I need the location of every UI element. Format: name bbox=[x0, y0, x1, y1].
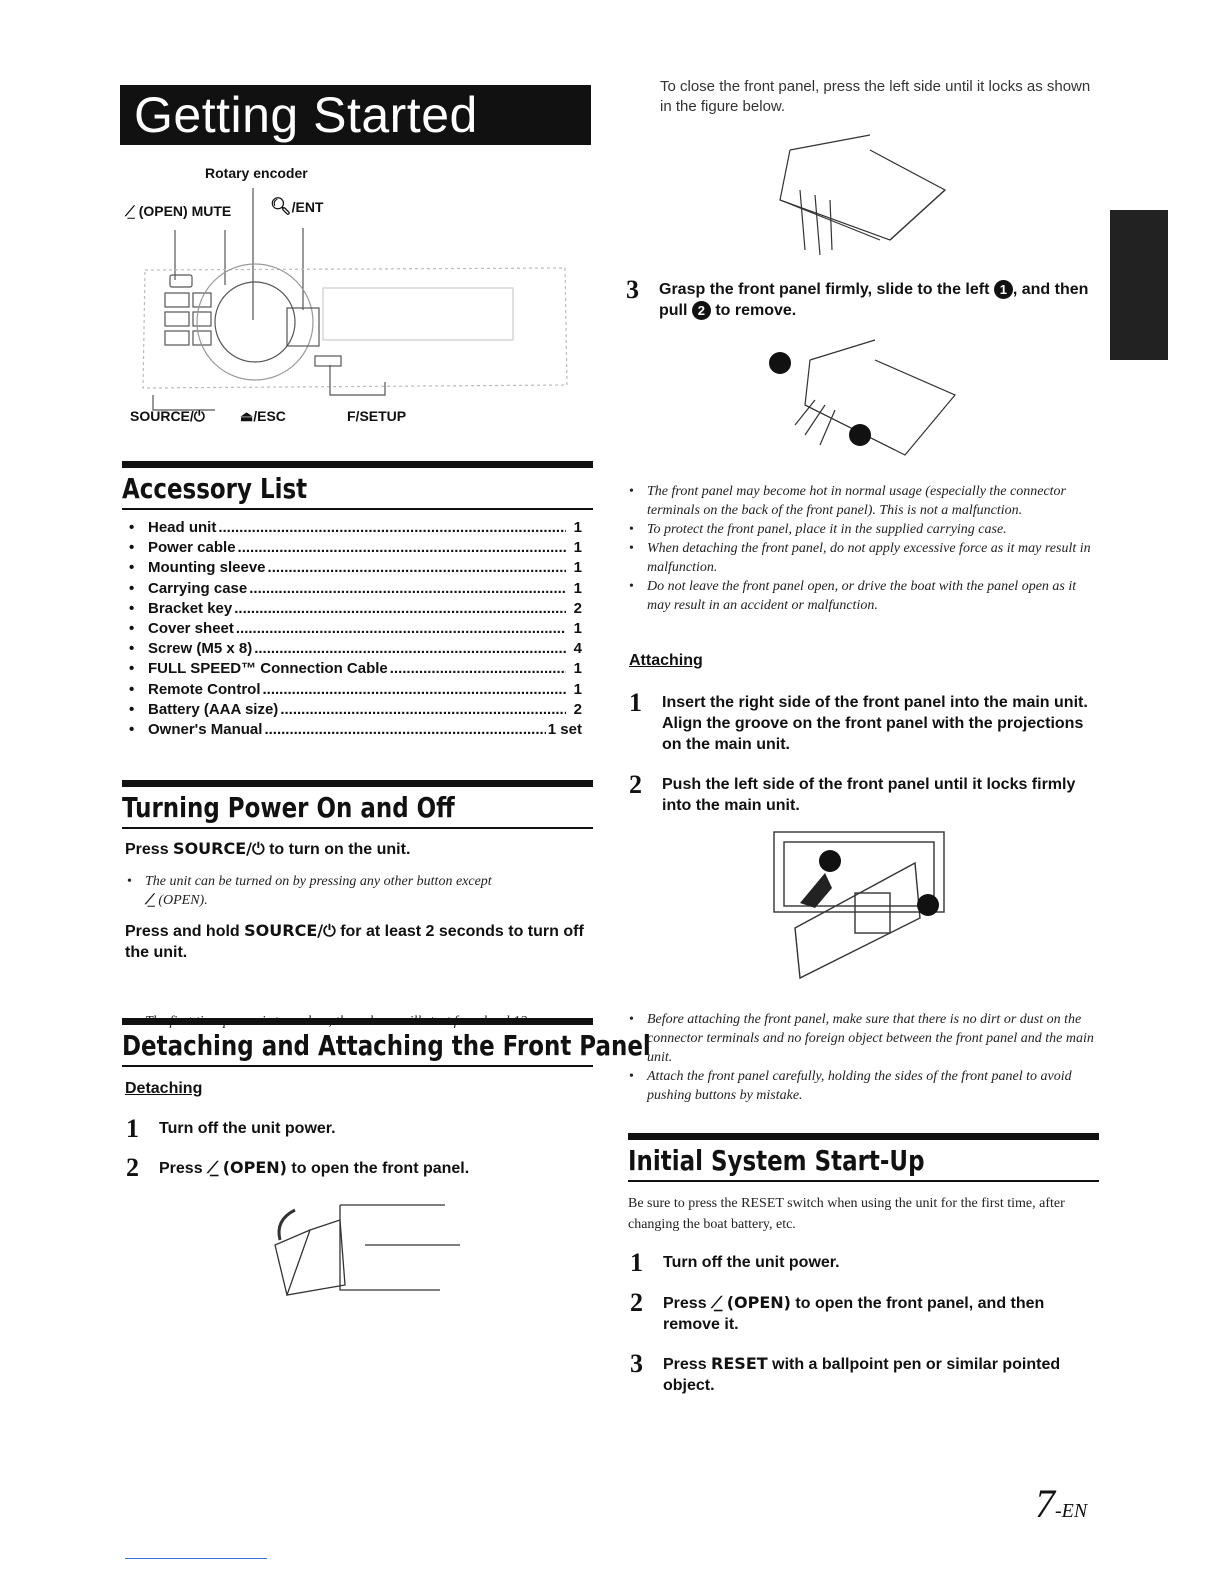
list-item: • Owner's Manual ..... 1 set bbox=[122, 720, 582, 740]
accessory-list bbox=[122, 518, 582, 740]
detach-notes bbox=[627, 482, 1097, 615]
accessory-heading bbox=[122, 461, 593, 510]
initial-step-1: 1 Turn off the unit power. bbox=[630, 1248, 840, 1277]
detach-step-1: 1 Turn off the unit power. bbox=[126, 1114, 336, 1143]
note-item: • The front panel may become hot in normal usage (especially the connector terminals on the back of the front panel). This is not a malfunction. bbox=[627, 482, 1097, 520]
note-item: • When detaching the front panel, do not apply excessive force as it may result in malfunction. bbox=[627, 539, 1097, 577]
accessory-title: Accessory List bbox=[122, 472, 308, 505]
setup-label: F/SETUP bbox=[347, 408, 407, 424]
esc-text: /ESC bbox=[253, 408, 286, 424]
circle-number-icon: 2 bbox=[692, 301, 711, 320]
open-panel-illustration bbox=[265, 1195, 465, 1300]
attach-step-1: 1 Insert the right side of the front panel into the main unit. Align the groove on the front panel with the projections on the main unit. bbox=[629, 688, 1088, 753]
source-label: SOURCE/⏻ bbox=[130, 408, 205, 424]
open-mute-text: (OPEN) MUTE bbox=[138, 203, 232, 219]
list-item: • Bracket key ..... 2 bbox=[122, 599, 582, 619]
close-panel-illustration bbox=[760, 130, 960, 265]
eject-icon: ⏏︎ bbox=[240, 408, 254, 424]
detach-title: Detaching and Attaching the Front Panel bbox=[122, 1029, 651, 1062]
power-on-instruction: Press SOURCE/⏻ to turn on the unit. bbox=[125, 839, 411, 858]
page-banner: Getting Started bbox=[120, 85, 591, 145]
attaching-subhead: Attaching bbox=[629, 652, 703, 669]
initial-intro: Be sure to press the RESET switch when using the unit for the first time, after changing the boat battery, etc. bbox=[628, 1196, 1065, 1232]
initial-title: Initial System Start-Up bbox=[628, 1144, 925, 1177]
power-note-1: • The unit can be turned on by pressing any other button except ⟋̲ (OPEN). bbox=[125, 872, 585, 910]
initial-step-2: 2 Press ⟋̲ (OPEN) to open the front panel, and then remove it. bbox=[630, 1288, 1045, 1333]
attach-notes bbox=[627, 1010, 1097, 1105]
open-icon: ⟋̲ bbox=[145, 893, 155, 908]
search-icon: 🔍︎ bbox=[270, 197, 292, 216]
note-item: • To protect the front panel, place it in the supplied carrying case. bbox=[627, 520, 1097, 539]
detach-step-2: 2 Press ⟋̲ (OPEN) to open the front panel. bbox=[126, 1153, 470, 1182]
open-icon: ⟋̲ bbox=[711, 1295, 727, 1312]
note-item: • Attach the front panel carefully, holding the sides of the front panel to avoid pushing buttons by mistake. bbox=[627, 1067, 1097, 1105]
list-item: • Power cable ..... 1 bbox=[122, 538, 582, 558]
detach-step-3: 3 Grasp the front panel firmly, slide to the left 1 , and then pull 2 to remove. bbox=[626, 275, 1089, 319]
note-item: • Do not leave the front panel open, or drive the boat with the panel open as it may result in an accident or malfunction. bbox=[627, 577, 1097, 615]
page-number: 7-EN bbox=[1035, 1481, 1088, 1526]
list-item: • Head unit ..... 1 bbox=[122, 518, 582, 538]
power-off-instruction: Press and hold SOURCE/⏻ for at least 2 seconds to turn off the unit. bbox=[125, 921, 584, 961]
initial-step-3: 3 Press RESET with a ballpoint pen or similar pointed object. bbox=[630, 1349, 1061, 1394]
list-item: • Remote Control ..... 1 bbox=[122, 680, 582, 700]
attach-panel-illustration bbox=[770, 828, 950, 983]
front-panel-diagram bbox=[125, 160, 585, 435]
esc-label bbox=[240, 408, 286, 425]
side-tab bbox=[1110, 210, 1168, 360]
remove-panel-illustration bbox=[765, 335, 965, 470]
footer-rule bbox=[125, 1558, 267, 1559]
list-item: • Cover sheet ..... 1 bbox=[122, 619, 582, 639]
list-item: • Mounting sleeve ..... 1 bbox=[122, 558, 582, 578]
attach-step-2: 2 Push the left side of the front panel until it locks firmly into the main unit. bbox=[629, 770, 1076, 814]
close-panel-text: To close the front panel, press the left side until it locks as shown in the figure below. bbox=[660, 78, 1091, 115]
head-unit-drawing bbox=[125, 160, 585, 435]
ent-text: /ENT bbox=[291, 199, 324, 215]
detaching-subhead: Detaching bbox=[125, 1080, 203, 1097]
note-item: • Before attaching the front panel, make sure that there is no dirt or dust on the connector terminals and no foreign object between the front panel and the main unit. bbox=[627, 1010, 1097, 1067]
circle-number-icon: 1 bbox=[994, 280, 1013, 299]
initial-heading bbox=[628, 1133, 1099, 1182]
open-icon: ⟋̲ bbox=[125, 203, 135, 219]
list-item: • Battery (AAA size) ..... 2 bbox=[122, 700, 582, 720]
open-icon: ⟋̲ bbox=[207, 1160, 223, 1177]
list-item: • Screw (M5 x 8) ..... 4 bbox=[122, 639, 582, 659]
power-heading bbox=[122, 780, 593, 829]
power-title: Turning Power On and Off bbox=[122, 791, 455, 824]
detach-heading bbox=[122, 1018, 651, 1067]
list-item: • Carrying case ..... 1 bbox=[122, 579, 582, 599]
list-item: • FULL SPEED™ Connection Cable ..... 1 bbox=[122, 659, 582, 679]
rotary-encoder-label: Rotary encoder bbox=[205, 165, 308, 181]
